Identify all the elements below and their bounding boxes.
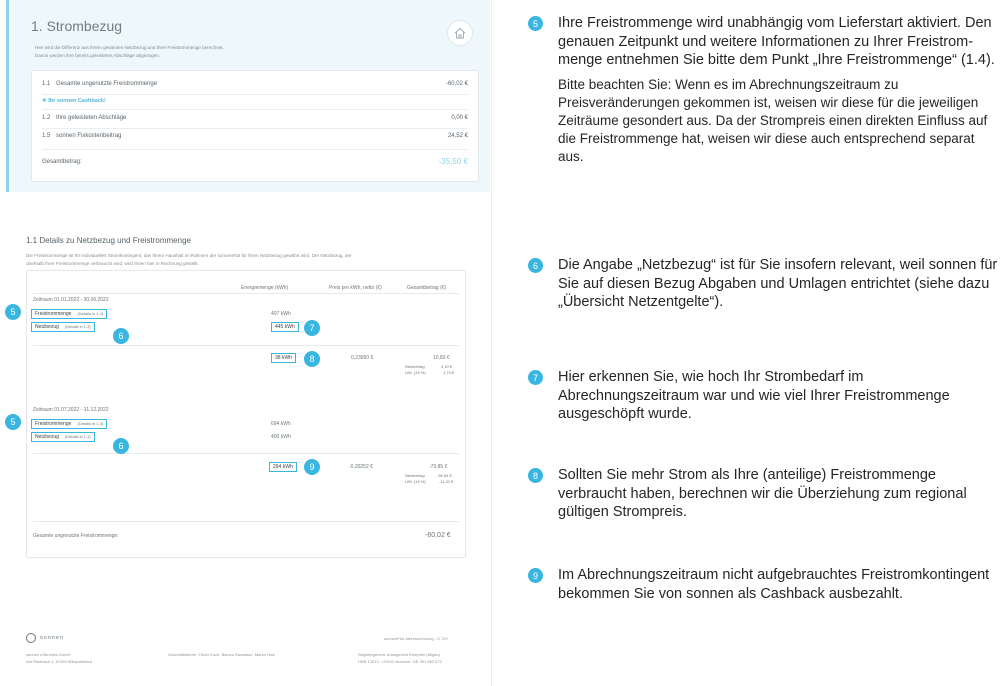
energy-value: 694 kWh xyxy=(271,421,291,427)
callout-badge-6: 6 xyxy=(113,438,129,454)
cashback-note: ✳ Ihr sonnen Cashback! xyxy=(42,98,106,104)
callout-badge-5: 5 xyxy=(5,304,21,320)
footer-directors: Geschäftsführer: Oliver Koch, Bianca Swanston, Marko Hein xyxy=(168,652,276,657)
callout-badge-6: 6 xyxy=(113,328,129,344)
home-icon xyxy=(447,20,473,46)
callout-badge-8: 8 xyxy=(528,468,543,483)
info-icon: ✳ xyxy=(42,98,47,104)
netzbezug-label-box: Netzbezug (Details in 1.3) xyxy=(31,322,95,332)
price-value: 0,23950 € xyxy=(351,355,374,361)
period-label: Zeitraum 01.01.2022 - 30.06.2022 xyxy=(33,297,109,303)
column-header: Preis pro kWh, netto (€) xyxy=(329,285,382,291)
divider xyxy=(42,128,468,129)
section-description: Hier wird die Differenz aus Ihrem gesamten Netzbezug und Ihrer Freistrommenge berechnet. Davon werden Ihre bereits geleisteten Abschläge abgezogen. xyxy=(35,45,224,58)
explanation-item: 8 Sollten Sie mehr Strom als Ihre (anteilige) Freistrommenge verbraucht haben, berechnen wir die Überziehung zum regional gültigen Strompreis. xyxy=(528,466,998,522)
logo-ring-icon xyxy=(26,633,36,643)
energy-highlight: 294 kWh xyxy=(269,462,297,472)
total-value: 10,83 € xyxy=(433,355,450,361)
strombezug-section xyxy=(6,0,490,192)
divider xyxy=(33,453,459,454)
details-table: Energiemenge (kWh) Preis pro kWh, netto (€) Gesamtbetrag (€) Zeitraum 01.01.2022 - 30.06.2022 Freistrommenge (Details in 1.4) 407 kWh Netzbezug (Details in 1.3) 445 kWh 38 kWh 0,23950 € 10,83 € Netzbetrag 9,10 € USt. (19 %) 1,73 € Zeitraum 01.07.2022 - 31.12.2022 Freistrommenge (Details in 1.4) 694 kWh Netzbezug (Details in 1.3) 400 kWh 294 kWh -0,20252 € -70,85 € Netzbetrag -59,54 € USt. (19 %) -11,31 € Gesamte ungenutzte Freistrommenge: -60,02 € xyxy=(26,270,466,558)
energy-value: 400 kWh xyxy=(271,434,291,440)
callout-badge-8: 8 xyxy=(304,351,320,367)
explanation-item: 7 Hier erkennen Sie, wie hoch Ihr Strombedarf im Abrechnungszeitraum war und wie viel Ihrer Freistrommenge ausgeschöpft wurde. xyxy=(528,368,998,424)
freistrom-label-box: Freistrommenge (Details in 1.4) xyxy=(31,309,107,319)
summary-row: 1.5 sonnen Fixkostenbeitrag 24,52 € xyxy=(42,133,468,139)
callout-badge-7: 7 xyxy=(528,370,543,385)
details-description: Die Freistrommenge ist Ihr individuelles Stromkontingent, das Ihrem Haushalt im Rahmen der sonnenFlat für Ihren Netzbezug gewährt wird. Der Netzbezug, der oberhalb Ihrer Freistrommenge verbraucht wird, wird Ihnen hier in Rechnung gestellt. xyxy=(26,253,352,266)
summary-card xyxy=(31,70,479,182)
column-header: Energiemenge (kWh) xyxy=(241,285,289,291)
energy-value: 407 kWh xyxy=(271,311,291,317)
divider xyxy=(42,109,468,110)
divider xyxy=(33,521,459,522)
summary-row: 1.1 Gesamte ungenutzte Freistrommenge -60,02 € xyxy=(42,81,468,87)
callout-badge-9: 9 xyxy=(304,459,320,475)
footer-company: sonnen eServices GmbH Am Riedbach 1, 87499 Wildpoldsried xyxy=(26,652,92,664)
callout-badge-7: 7 xyxy=(304,320,320,336)
grand-total-label: Gesamte ungenutzte Freistrommenge: xyxy=(33,533,119,539)
callout-badge-9: 9 xyxy=(528,568,543,583)
grand-total-value: -60,02 € xyxy=(425,532,451,539)
sonnen-logo: sonnen xyxy=(26,633,64,643)
total-value: -70,85 € xyxy=(429,464,448,470)
energy-highlight: 38 kWh xyxy=(271,353,296,363)
explanation-item: 9 Im Abrechnungszeitraum nicht aufgebrauchtes Freistromkontingent bekommen Sie von sonnen als Cashback ausbezahlt. xyxy=(528,566,998,603)
details-title: 1.1 Details zu Netzbezug und Freistrommenge xyxy=(26,236,191,245)
divider xyxy=(42,149,468,150)
page-number: sonnenFlat Jahresrechnung - S. 2/9 xyxy=(384,636,448,641)
column-header: Gesamtbetrag (€) xyxy=(407,285,447,291)
energy-highlight: 445 kWh xyxy=(271,322,299,332)
summary-row: 1.2 Ihre geleisteten Abschläge 0,00 € xyxy=(42,115,468,121)
explanation-item: 5 Ihre Freistrommenge wird unabhängig vom Lieferstart aktiviert. Den genauen Zeitpunkt und weitere Informationen zu Ihrer Freistrom-menge entnehmen Sie bitte dem Punkt „Ihre Freistrommenge“ (1.4). Bitte beachten Sie: Wenn es im Abrechnungszeitraum zu Preisveränderungen gekommen ist, weisen wir diese für die jeweiligen Zeiträume gesondert aus. Da der Strompreis einen direkten Einfluss auf die Freistrommenge hat, weisen wir diese auch entsprechend separat aus. xyxy=(528,14,998,166)
period-label: Zeitraum 01.07.2022 - 31.12.2022 xyxy=(33,407,109,413)
footer-register: Registergericht: Amtsgericht Kempten (Allgäu) HRB 13013 · USt-ID Nummer: DE 301 862 572 xyxy=(358,652,442,664)
callout-badge-5: 5 xyxy=(528,16,543,31)
netzbezug-label-box: Netzbezug (Details in 1.3) xyxy=(31,432,95,442)
section-title: 1. Strombezug xyxy=(31,18,123,34)
invoice-page xyxy=(0,0,492,686)
price-value: -0,20252 € xyxy=(349,464,373,470)
callout-badge-5: 5 xyxy=(5,414,21,430)
callout-badge-6: 6 xyxy=(528,258,543,273)
explanation-item: 6 Die Angabe „Netzbezug“ ist für Sie insofern relevant, weil sonnen für Sie auf diesen Bezug Abgaben und Umlagen entrichtet (siehe dazu „Übersicht Netzentgelte“). xyxy=(528,256,998,312)
freistrom-label-box: Freistrommenge (Details in 1.4) xyxy=(31,419,107,429)
summary-total-row: Gesamtbetrag: -35,50 € xyxy=(42,157,468,166)
divider xyxy=(33,345,459,346)
divider xyxy=(42,94,468,95)
divider xyxy=(33,293,459,294)
